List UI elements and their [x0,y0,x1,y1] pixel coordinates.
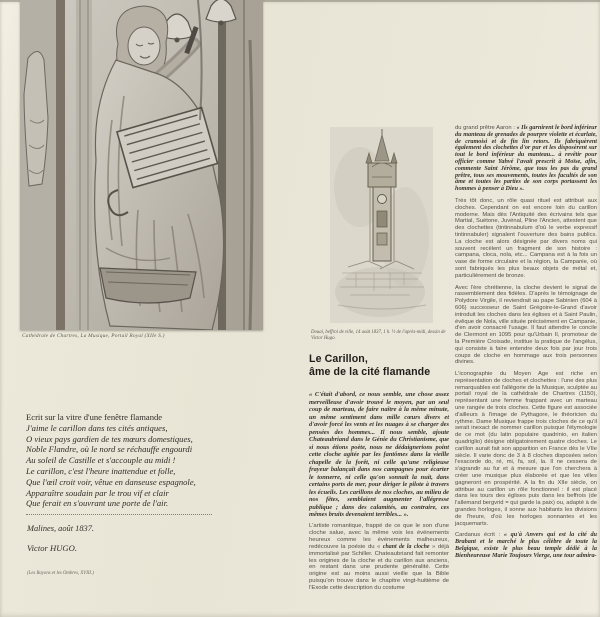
paragraph-iconography: L'iconographie du Moyen Age est riche en représentation de cloches et clochettes : l'une des plus remarquables est l'allégorie de la Musique, sculptée au portail royal de la cathédrale de Chartres (1150), représentant une femme frappant avec un marteau une rangée de trois cloches. Cette figure est associée d'ailleurs à l'image de Pythagore, le théoricien du rythme. Dame Musique frappe trois cloches de ce qu'il serait inexact de nommer carillon puisque l'étymologie de ce mot (du latin populaire quadrinio, en italien quadriglio) désigne obligatoirement quatre cloches. Le carillon aurait fait son apparition en France dès le VIIe siècle. Il varie donc de 3 à 8 cloches disposées selon l'exacorde do, ré, mi, fa, sol, la. Il ne cessera de s'agrandir au fur et à mesure que l'on cherchera à créer une musique plus élaborée et que les villes gagneront en prospérité. A la fin du XIIe siècle, on attribue au carillon un rôle fonctionnel : il est placé dans les tours des églises puis dans les beffrois (de l'allemand bergvrid = qui garde la paix) ou, adapté à de grandes horloges, il sonne aux habitants les divisions de l'heure, d'où les horloges sonnantes et les jacquemarts. [455,371,597,527]
paragraph-text: Cardanus écrit : [455,532,504,539]
poem-line: Que ferait en s'ouvrant une porte de l'air. [26,498,169,509]
poem-line: J'aime le carillon dans tes cités antiques, [26,422,168,433]
middle-paragraph-text: L'artiste romantique, frappé de ce que le son d'une cloche salue, avec la même voix les événements heureux comme les événements malheureux, redécouvre la poésie du « [309,523,449,550]
poem-block [26,412,294,509]
paragraph-cardanus [455,532,597,559]
article-title-line1: Le Carillon, [309,353,368,365]
article-title-line2: âme de la cité flamande [309,365,431,378]
paragraph-text: du grand prêtre Aaron : [455,125,517,131]
inline-quote: chant de la cloche [382,543,430,550]
article-title [309,353,451,378]
poem-divider [26,514,212,515]
poem-line: Noble Flandre, où le nord se réchauffe engourdi [26,444,193,455]
paragraph-christian-era: Avec l'ère chrétienne, la cloche devient le signal de rassemblement des fidèles. D'après le témoignage de Polydore Virgile, il reviendrait au pape Sabinien (604 à 606) successeur de Saint Grégoire-le-Grand d'avoir introduit les cloches dans les églises et à Saint Paulin, évêque de Nola, ville située précisément en Campanie, d'en avoir consacré l'usage. Il faut attendre le concile de Clermont en 1095 pour qu'Urbain II, promoteur de la Première Croisade, institue la pratique de l'angélus, qui consiste à faire entendre deux fois par jour trois coups de cloche en hommage aux trois personnes divines. [455,284,597,366]
poem-author: Victor HUGO. [27,543,77,553]
chateaubriand-quote: « C'était d'abord, ce nous semble, une chose assez merveilleuse d'avoir trouvé le moyen, par un seul coup de marteau, de faire naître à la même minute, un même sentiment dans mille cœurs divers et d'avoir forcé les vents et les nuages à se charger des pensées des hommes... Il nous semble, ajoute Chateaubriand dans le Génie du Christianisme, que si nous étions poète, nous ne dédaignerions point cette cloche agitée par les fantômes dans la vieille chapelle de la forêt, ni celle qu'une religieuse frayeur balançait dans nos campagnes pour écarter le tonnerre, ni celle qu'on sonnait la nuit, dans certains ports de mer, pour diriger le pilote à travers les écueils. Les carillons de nos cloches, au milieu de nos fêtes, semblaient augmenter l'allégresse publique ; dans des calamités, au contraire, ces mêmes bruits devenaient terribles... ». [309,391,449,518]
photo-caption: Cathédrale de Chartres, La Musique, Portail Royal (XIIe S.) [22,333,165,339]
middle-paragraph-text: » déjà immortalisé par Schiller. Chateaubriand fait remonter les origines de la cloche et du carillon aux anciens, en restant dans une prudente généralité. Cette origine est au moins aussi vieille que la Bible puisqu'on trouve dans le chapitre vingt-huitième de l'Exode cette description du costume [309,543,449,592]
poem-line: Au soleil de Castille et s'accouple au midi ! [26,455,176,466]
belfry-drawing-art [330,127,433,323]
middle-paragraph [309,523,449,592]
paragraph-aaron [455,125,597,193]
poem-line: O vieux pays gardien de tes mœurs domestiques, [26,433,193,444]
poem-title: Ecrit sur la vitre d'une fenêtre flamande [26,412,163,422]
drawing-caption: Douai, beffroi de ville, 14 août 1837, 1 h. ½ de l'après-midi, dessin de Victor Hugo. [311,330,446,341]
sculpture-photo-art [20,0,263,330]
exodus-quote: « Ils garnirent le bord inférieur du manteau de grenades de pourpre violette et écarlate, de cramoisi et de fin lin retors. Ils fabriquèrent également des clochettes d'or pur et les disposèrent sur tout le bord inférieur du manteau... à revêtir pour officier comme Yahvé l'avait prescrit à Moïse, afin, commente Saint Jérôme, que tous les pas du grand prêtre, tous ses mouvements, toutes les facultés de son âme et toutes les parties de son corps portassent les hommes à penser à Dieu ». [455,124,598,193]
belfry-drawing [330,127,433,323]
poem-source: (Les Rayons et les Ombres, XVIII.) [27,571,94,576]
paragraph-antiquity: Très tôt donc, un rôle quasi rituel est attribué aux cloches. Cependant on est encore loin du carillon moderne. Mais dès l'Antiquité des écrivains tels que Martial, Suétone, Juvénal, Pline l'Ancien, attestent que des clochettes (tintinnabulum d'où le verbe expressif tintinnabuler) signalent l'ouverture des bains publics. La cloche est alors désignée par divers noms qui souvent recèlent un fragment de son histoire : campana, cloca, nola, etc... Campana est à la fois un vase de forme circulaire et la région, la Campanie, où sont fabriqués les plus beaux objets de métal et, particulièrement de bronze. [455,197,597,279]
poem-line: Apparaître soudain par le trou vif et clair [26,487,169,498]
sculpture-photo [20,0,263,330]
cardanus-quote: « qu'à Anvers qui est la cité du Brabant et le marché le plus célèbre de toute la Belgique, existe le plus beau temple dédié à la Bienheureuse Marie Toujours Vierge, une tour admira- [455,531,597,559]
poem-line: Que l'œil croit voir, vêtue en danseuse espagnole, [26,476,196,487]
poem-place-date: Malines, août 1837. [27,524,94,533]
right-column [455,125,597,565]
poem-line: Le carillon, c'est l'heure inattendue et folle, [26,465,176,476]
